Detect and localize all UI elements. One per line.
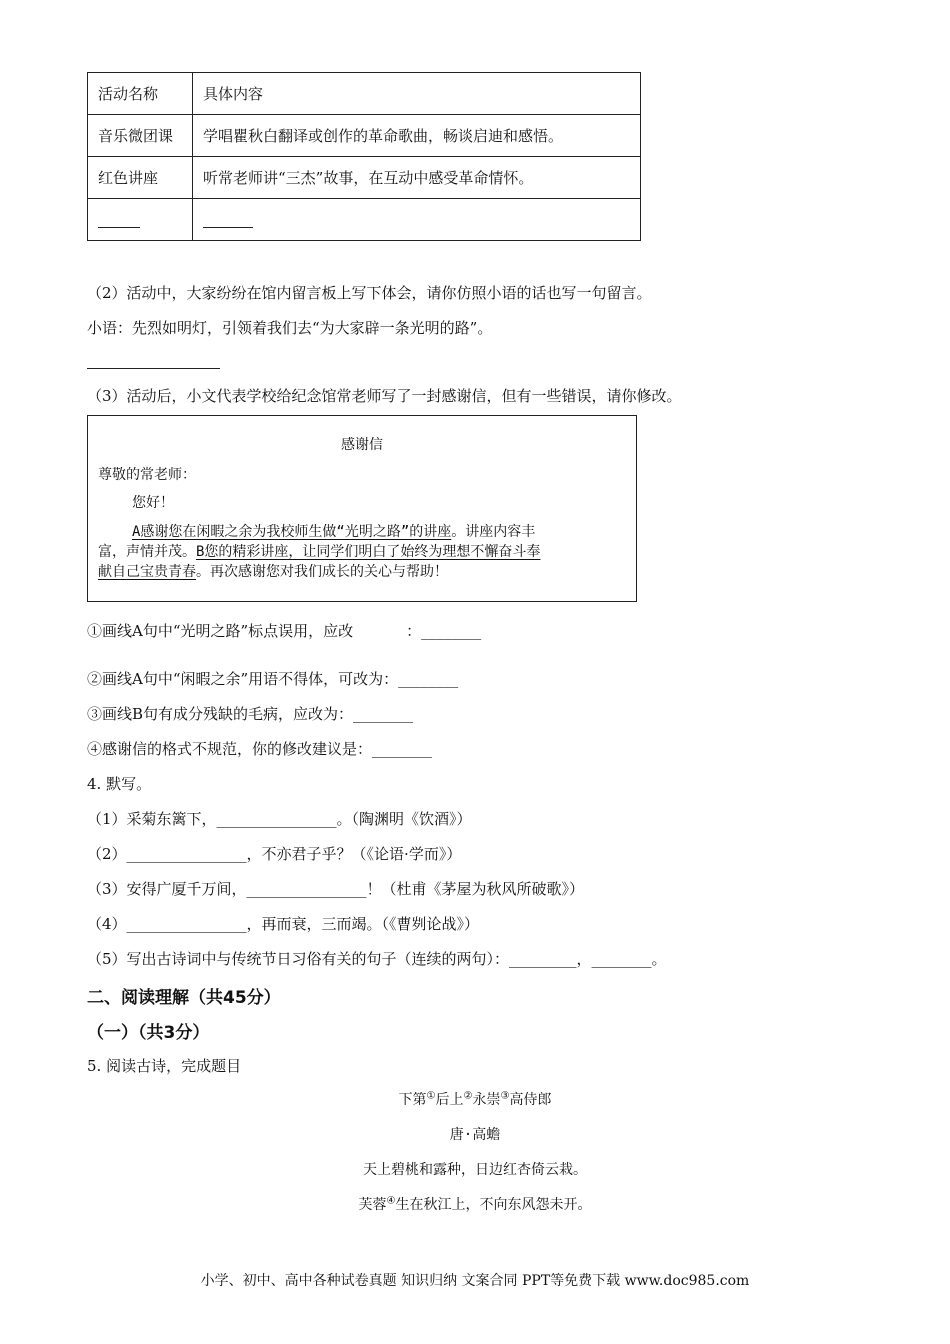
poem-line-text: 生在秋江上，不向东风怨未开。 xyxy=(395,1197,592,1213)
letter-text: 富，声情并茂。 xyxy=(98,544,196,560)
sentence-b-underlined: B您的精彩讲座，让同学们明白了始终为理想不懈奋斗奉 xyxy=(196,544,541,560)
section-title: 二、阅读理解（共45分） xyxy=(87,988,281,1008)
section-subtitle: （一）（共3分） xyxy=(87,1023,210,1043)
letter-text: 。再次感谢您对我们成长的关心与帮助！ xyxy=(196,564,448,580)
table-header-cell: 具体内容 xyxy=(193,73,641,115)
letter-text: 。讲座内容丰 xyxy=(451,524,536,540)
table-header-cell: 活动名称 xyxy=(88,73,193,115)
thank-you-letter xyxy=(87,415,637,602)
recite-item: （1）采菊东篱下，________________。（陶渊明《饮酒》） xyxy=(87,810,472,828)
subquestion-2: ②画线A句中“闲暇之余”用语不得体，可改为：________ xyxy=(87,670,459,688)
letter-body-line-1 xyxy=(132,521,535,541)
poem-title xyxy=(0,1089,950,1109)
footnote-marker: ④ xyxy=(386,1195,396,1207)
sentence-b-underlined-cont: 献自己宝贵青春 xyxy=(98,564,196,580)
subquestion-1-blank[interactable]: ：________ xyxy=(406,622,482,640)
poem-title-text: 永崇 xyxy=(472,1092,501,1108)
table-header-row xyxy=(88,73,641,115)
subquestion-1 xyxy=(87,620,481,641)
poem-author: 唐·高蟾 xyxy=(449,1127,501,1143)
letter-greeting: 您好！ xyxy=(132,495,174,511)
table-cell: 音乐微团课 xyxy=(88,115,193,157)
subquestion-3: ③画线B句有成分残缺的毛病，应改为：________ xyxy=(87,705,414,723)
sentence-a-underlined: A感谢您在闲暇之余为我校师生做“光明之路”的讲座 xyxy=(132,524,452,540)
answer-blank-content[interactable] xyxy=(193,199,641,241)
recite-item: （5）写出古诗词中与传统节日习俗有关的句子（连续的两句）：_________，________。 xyxy=(87,950,667,968)
poem-line: 天上碧桃和露种，日边红杏倚云栽。 xyxy=(363,1162,587,1178)
letter-salutation: 尊敬的常老师： xyxy=(98,467,196,483)
poem-title-text: 下第 xyxy=(398,1092,427,1108)
question-5-prompt: 5. 阅读古诗，完成题目 xyxy=(87,1057,242,1075)
question-2-prompt: （2）活动中，大家纷纷在馆内留言板上写下体会，请你仿照小语的话也写一句留言。 xyxy=(87,284,652,302)
letter-title: 感谢信 xyxy=(341,437,383,453)
footnote-marker: ② xyxy=(463,1090,473,1102)
recite-item: （3）安得广厦千万间，________________！（杜甫《茅屋为秋风所破歌》） xyxy=(87,880,585,898)
page-footer: 小学、初中、高中各种试卷真题 知识归纳 文案合同 PPT等免费下载 www.doc985.com xyxy=(200,1273,750,1289)
table-cell: 听常老师讲“三杰”故事，在互动中感受革命情怀。 xyxy=(193,157,641,199)
letter-body-line-2 xyxy=(98,541,540,561)
subquestion-text: ①画线A句中“光明之路”标点误用，应改 xyxy=(87,622,354,640)
poem-line-text: 芙蓉 xyxy=(358,1197,387,1213)
footnote-marker: ① xyxy=(426,1090,436,1102)
recite-item: （2）________________，不亦君子乎？（《论语·学而》） xyxy=(87,845,462,863)
table-row xyxy=(88,157,641,199)
table-row xyxy=(88,115,641,157)
activity-table xyxy=(87,72,641,241)
subquestion-4: ④感谢信的格式不规范，你的修改建议是：________ xyxy=(87,740,433,758)
poem-title-text: 高侍郎 xyxy=(509,1092,552,1108)
table-cell: 学唱瞿秋白翻译或创作的革命歌曲，畅谈启迪和感悟。 xyxy=(193,115,641,157)
table-row-blank xyxy=(88,199,641,241)
question-3-prompt: （3）活动后，小文代表学校给纪念馆常老师写了一封感谢信，但有一些错误，请你修改。 xyxy=(87,387,682,405)
recite-item: （4）________________，再而衰，三而竭。（《曹刿论战》） xyxy=(87,915,480,933)
footnote-marker: ③ xyxy=(500,1090,510,1102)
poem-line xyxy=(0,1194,950,1214)
answer-blank-name[interactable] xyxy=(88,199,193,241)
question-2-answer-line[interactable] xyxy=(87,356,220,369)
question-2-example: 小语：先烈如明灯，引领着我们去“为大家辟一条光明的路”。 xyxy=(87,319,493,337)
table-cell: 红色讲座 xyxy=(88,157,193,199)
question-4-title: 4. 默写。 xyxy=(87,775,152,793)
letter-body-line-3 xyxy=(98,561,448,581)
poem-title-text: 后上 xyxy=(435,1092,464,1108)
